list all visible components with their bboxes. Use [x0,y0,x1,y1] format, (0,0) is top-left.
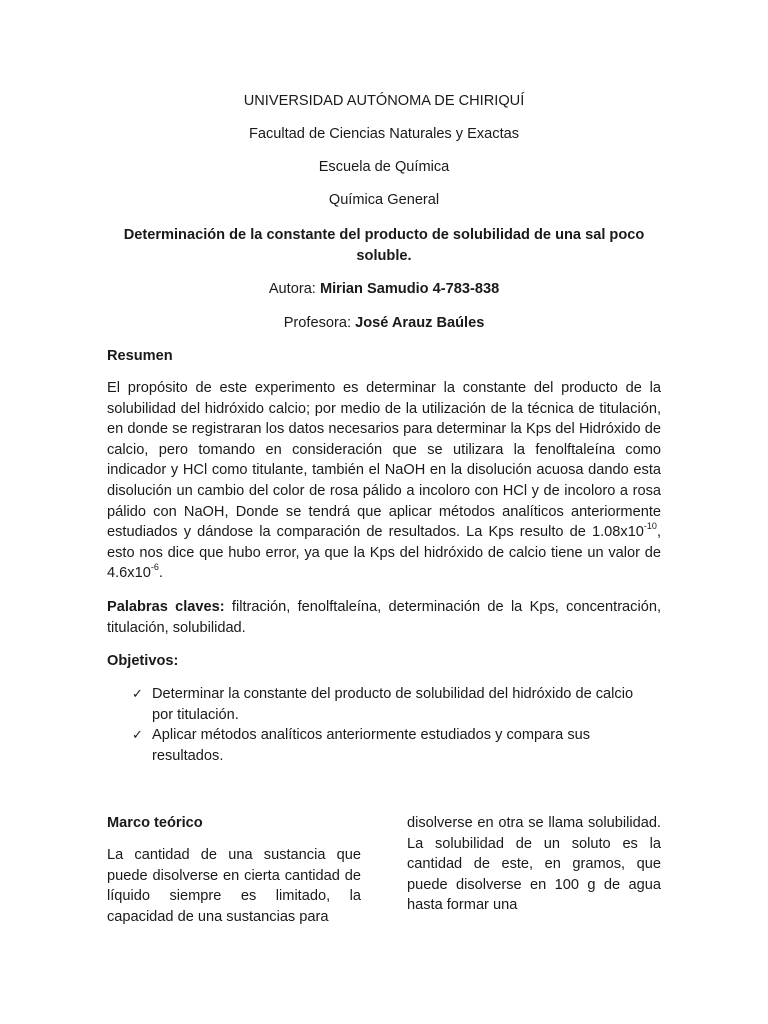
objective-text: Aplicar métodos analíticos anteriormente estudiados y compara sus resultados. [152,727,591,764]
list-item [107,684,661,725]
objectives-list [107,684,661,766]
author-name: Mirian Samudio 4-783-838 [319,281,500,297]
faculty-name: Facultad de Ciencias Naturales y Exactas [248,126,520,142]
professor-name: José Arauz Baúles [355,315,485,331]
kps-exponent-result: -10 [643,521,657,532]
abstract-text-2: , esto nos dice que hubo error, ya que la Kps del hidróxido de calcio tiene un valor de 4.6x10 [107,524,661,582]
keywords-paragraph [107,597,661,638]
list-item [107,725,661,766]
school-name: Escuela de Química [318,159,450,175]
check-icon: ✓ [132,686,143,701]
author-label: Autora: [268,281,316,297]
kps-exponent-reference: -6 [150,562,159,573]
document-title: Determinación de la constante del producto de solubilidad de una sal poco soluble. [123,227,645,264]
theory-heading: Marco teórico [107,815,203,831]
course-name: Química General [328,192,440,208]
abstract-heading: Resumen [107,348,173,364]
abstract-text-1: El propósito de este experimento es determinar la constante del producto de la solubilidad del hidróxido calcio; por medio de la utilización de la técnica de titulación, en donde se registraran los datos necesarios para determinar la Kps del Hidróxido de calcio, pero tomando en consideración que se utilizara la fenolftaleína como indicador y HCl como titulante, también el NaOH en la disolución acuosa dando esta disolución un cambio del color de rosa pálido a incoloro con HCl y de incoloro a rosa pálido con NaOH, Donde se tendrá que aplicar métodos analíticos anteriormente estudiados y dándose la comparación de resultados. La Kps resulto de 1.08x10 [107,380,661,541]
objectives-heading: Objetivos: [107,653,179,669]
theory-left-column: La cantidad de una sustancia que puede disolverse en cierta cantidad de líquido siempre es limitado, la capacidad de una sustancias para [107,847,361,925]
university-name: UNIVERSIDAD AUTÓNOMA DE CHIRIQUÍ [243,93,525,109]
abstract-paragraph [107,378,661,584]
keywords-text: filtración, fenolftaleína, determinación de la Kps, concentración, titulación, solubilidad. [107,599,661,636]
professor-label: Profesora: [283,315,352,331]
keywords-label: Palabras claves: [107,599,225,615]
author-line [107,279,661,300]
professor-line [107,313,661,334]
check-icon: ✓ [132,727,143,743]
theory-right-column: disolverse en otra se llama solubilidad. La solubilidad de un soluto es la cantidad de este, en gramos, que puede disolverse en 100 g de agua hasta formar una [407,815,661,914]
abstract-text-3: . [158,565,163,582]
objective-text: Determinar la constante del producto de solubilidad del hidróxido de calcio por titulación. [152,686,634,723]
